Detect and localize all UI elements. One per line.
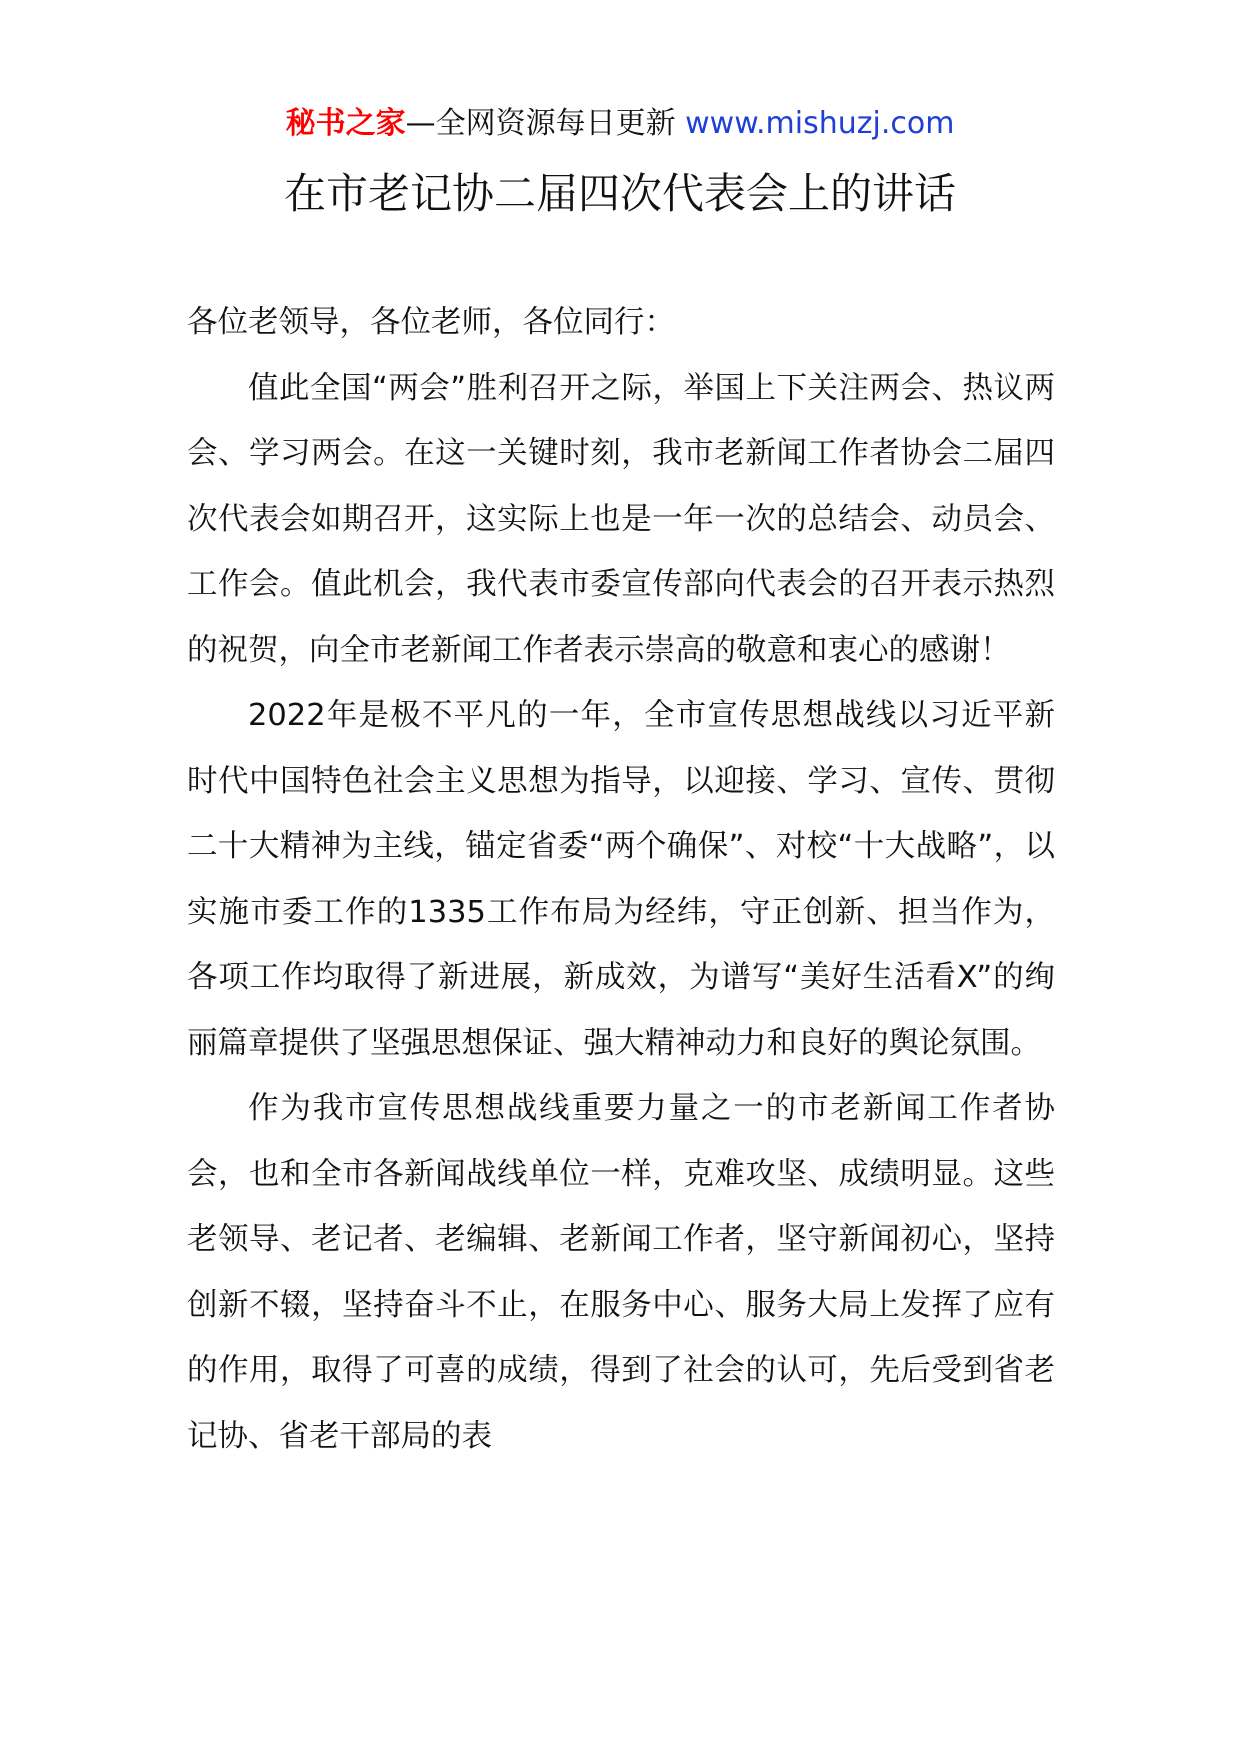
paragraph-1: 值此全国“两会”胜利召开之际，举国上下关注两会、热议两会、学习两会。在这一关键时刻，我市老新闻工作者协会二届四次代表会如期召开，这实际上也是一年一次的总结会、动员会、工作会。值此机会，我代表市委宣传部向代表会的召开表示热烈的祝贺，向全市老新闻工作者表示崇高的敬意和衷心的感谢！ <box>187 370 1055 668</box>
site-header <box>0 102 1240 146</box>
site-url-link[interactable]: www.mishuzj.com <box>685 106 955 141</box>
document-body <box>187 290 1055 1469</box>
site-name: 秘书之家 <box>285 106 406 141</box>
document-title: 在市老记协二届四次代表会上的讲话 <box>283 169 956 218</box>
paragraph-2: 2022年是极不平凡的一年，全市宣传思想战线以习近平新时代中国特色社会主义思想为指导，以迎接、学习、宣传、贯彻二十大精神为主线，锚定省委“两个确保”、对校“十大战略”，以实施市委工作的1335工作布局为经纬，守正创新、担当作为，各项工作均取得了新进展，新成效，为谱写“美好生活看X”的绚丽篇章提供了坚强思想保证、强大精神动力和良好的舆论氛围。 <box>187 698 1055 1061</box>
paragraph-3: 作为我市宣传思想战线重要力量之一的市老新闻工作者协会，也和全市各新闻战线单位一样，克难攻坚、成绩明显。这些老领导、老记者、老编辑、老新闻工作者，坚守新闻初心，坚持创新不辍，坚持奋斗不止，在服务中心、服务大局上发挥了应有的作用，取得了可喜的成绩，得到了社会的认可，先后受到省老记协、省老干部局的表 <box>187 1091 1055 1454</box>
site-tagline: —全网资源每日更新 <box>405 106 686 141</box>
salutation: 各位老领导，各位老师，各位同行： <box>187 305 675 340</box>
